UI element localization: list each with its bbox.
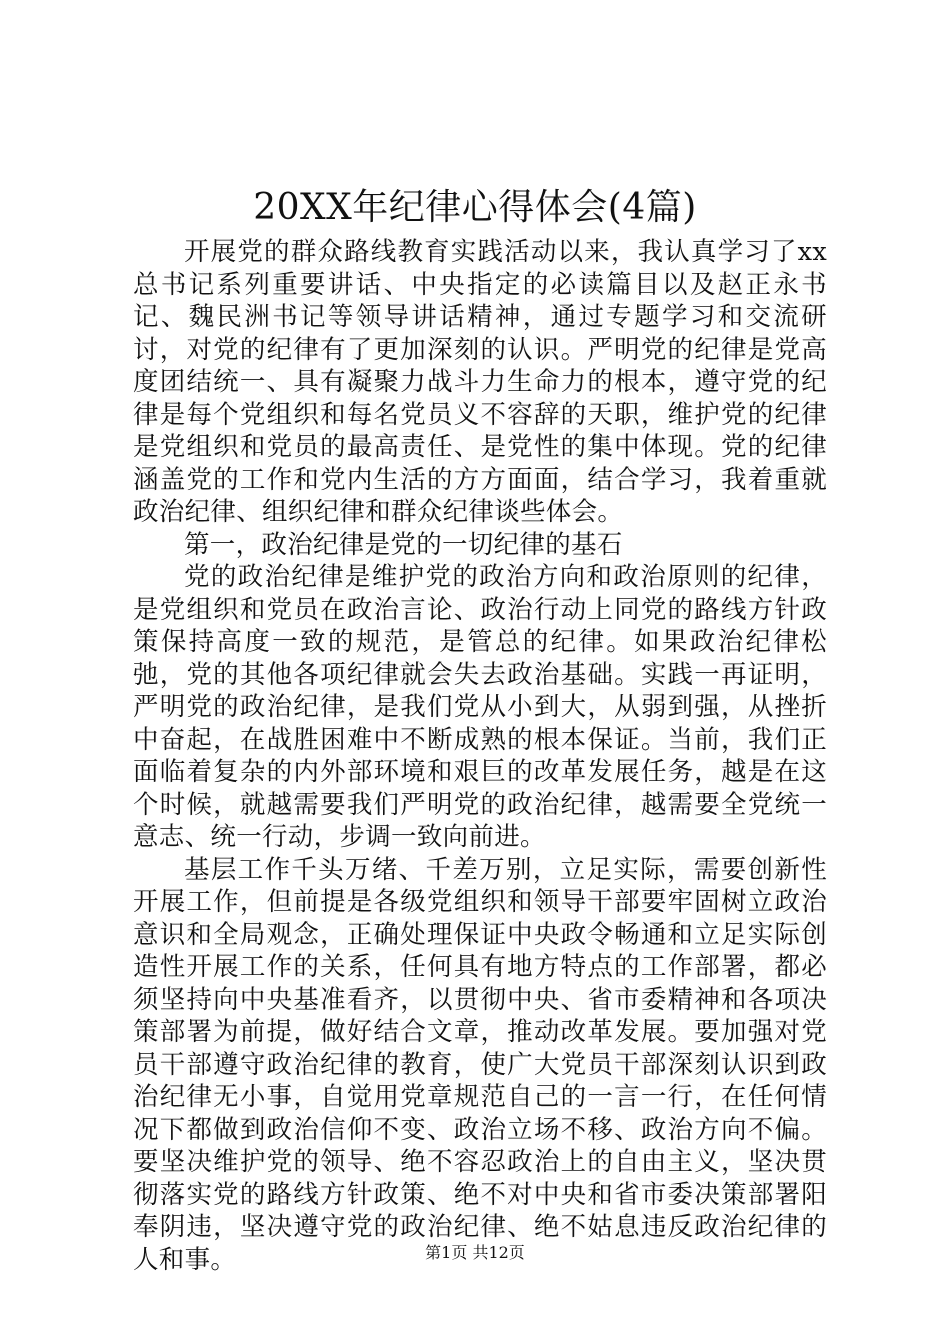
- page-number-footer: 第1页 共12页: [425, 1243, 525, 1262]
- paragraph-grassroots-work: 基层工作千头万绪、千差万别，立足实际，需要创新性开展工作，但前提是各级党组织和领导干部要牢固树立政治意识和全局观念，正确处理保证中央政令畅通和立足实际创造性开展工作的关系，任何具有地方特点的工作部署，都必须坚持向中央基准看齐，以贯彻中央、省市委精神和各项决策部署为前提，做好结合文章，推动改革发展。要加强对党员干部遵守政治纪律的教育，使广大党员干部深刻认识到政治纪律无小事，自觉用党章规范自己的一言一行，在任何情况下都做到政治信仰不变、政治立场不移、政治方向不偏。要坚决维护党的领导、绝不容忍政治上的自由主义，坚决贯彻落实党的路线方针政策、绝不对中央和省市委决策部署阳奉阴违，坚决遵守党的政治纪律、绝不姑息违反政治纪律的人和事。: [133, 854, 827, 1275]
- paragraph-political-discipline: 党的政治纪律是维护党的政治方向和政治原则的纪律，是党组织和党员在政治言论、政治行动上同党的路线方针政策保持高度一致的规范，是管总的纪律。如果政治纪律松弛，党的其他各项纪律就会失去政治基础。实践一再证明，严明党的政治纪律，是我们党从小到大，从弱到强，从挫折中奋起，在战胜困难中不断成熟的根本保证。当前，我们正面临着复杂的内外部环境和艰巨的改革发展任务，越是在这个时候，就越需要我们严明党的政治纪律，越需要全党统一意志、统一行动，步调一致向前进。: [133, 562, 827, 852]
- document-title: 20XX年纪律心得体会(4篇): [253, 187, 697, 228]
- paragraph-intro: 开展党的群众路线教育实践活动以来，我认真学习了xx总书记系列重要讲话、中央指定的必读篇目以及赵正永书记、魏民洲书记等领导讲话精神，通过专题学习和交流研讨，对党的纪律有了更加深刻的认识。严明党的纪律是党高度团结统一、具有凝聚力战斗力生命力的根本，遵守党的纪律是每个党组织和每名党员义不容辞的天职，维护党的纪律是党组织和党员的最高责任、是党性的集中体现。党的纪律涵盖党的工作和党内生活的方方面面，结合学习，我着重就政治纪律、组织纪律和群众纪律谈些体会。: [133, 237, 827, 527]
- document-body: [133, 236, 827, 1276]
- section-heading: 第一，政治纪律是党的一切纪律的基石: [184, 529, 623, 560]
